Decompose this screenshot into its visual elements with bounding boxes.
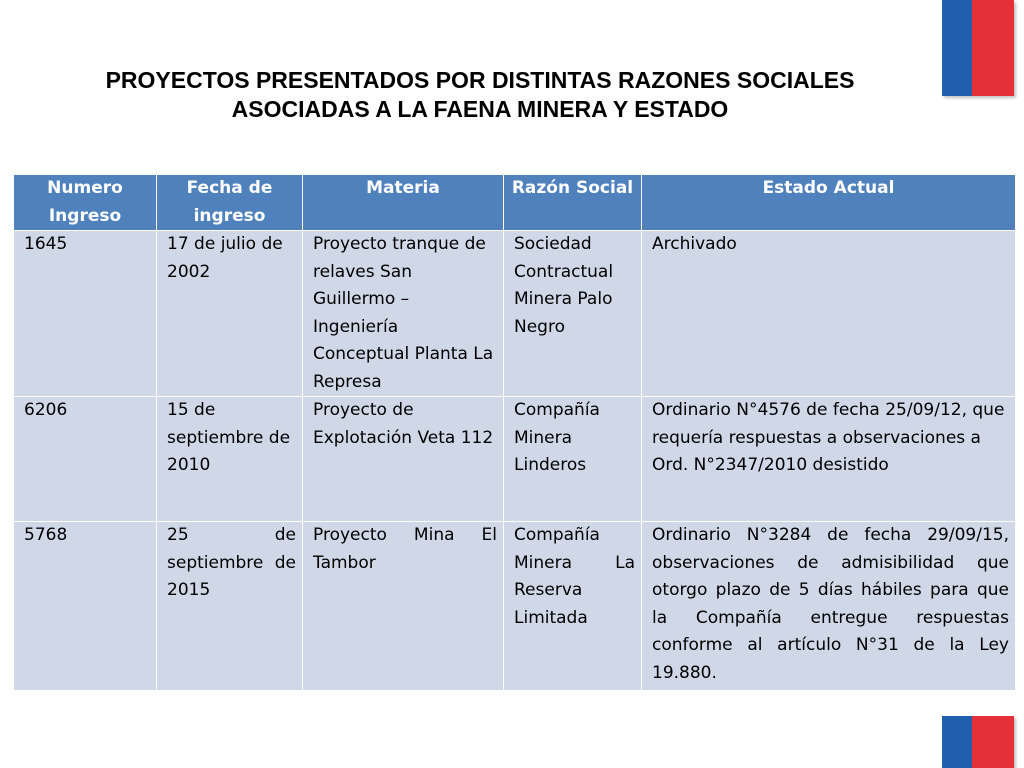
cell-razon-social: Sociedad Contractual Minera Palo Negro — [504, 231, 642, 397]
header-estado-actual: Estado Actual — [642, 175, 1016, 231]
projects-table — [13, 174, 1016, 691]
flag-blue-stripe — [942, 716, 972, 768]
flag-logo-bottom — [942, 716, 1014, 768]
flag-blue-stripe — [942, 0, 972, 96]
table-row — [14, 522, 1016, 691]
table-header-row — [14, 175, 1016, 231]
header-fecha-ingreso: Fecha de ingreso — [157, 175, 303, 231]
cell-razon-social: Compañía Minera La Reserva Limitada — [504, 522, 642, 691]
table-row — [14, 397, 1016, 522]
cell-numero: 1645 — [14, 231, 157, 397]
cell-materia: Proyecto Mina El Tambor — [303, 522, 504, 691]
cell-fecha: 17 de julio de 2002 — [157, 231, 303, 397]
flag-red-stripe — [972, 0, 1014, 96]
cell-materia: Proyecto de Explotación Veta 112 — [303, 397, 504, 522]
flag-red-stripe — [972, 716, 1014, 768]
header-razon-social: Razón Social — [504, 175, 642, 231]
header-numero-ingreso: Numero Ingreso — [14, 175, 157, 231]
cell-fecha: 15 de septiembre de 2010 — [157, 397, 303, 522]
title-line-1: PROYECTOS PRESENTADOS POR DISTINTAS RAZONES SOCIALES — [105, 67, 855, 93]
cell-materia: Proyecto tranque de relaves San Guillermo – Ingeniería Conceptual Planta La Represa — [303, 231, 504, 397]
cell-numero: 5768 — [14, 522, 157, 691]
flag-logo-top — [942, 0, 1014, 96]
cell-fecha: 25 de septiembre de 2015 — [157, 522, 303, 691]
cell-estado: Archivado — [642, 231, 1016, 397]
table-row — [14, 231, 1016, 397]
cell-estado: Ordinario N°4576 de fecha 25/09/12, que requería respuestas a observaciones a Ord. N°2347/2010 desistido — [642, 397, 1016, 522]
cell-razon-social: Compañía Minera Linderos — [504, 397, 642, 522]
cell-estado: Ordinario N°3284 de fecha 29/09/15, observaciones de admisibilidad que otorgo plazo de 5 días hábiles para que la Compañía entregue respuestas conforme al artículo N°31 de la Ley 19.880. — [642, 522, 1016, 691]
page-title — [40, 66, 920, 124]
header-materia: Materia — [303, 175, 504, 231]
title-line-2: ASOCIADAS A LA FAENA MINERA Y ESTADO — [231, 96, 729, 122]
cell-numero: 6206 — [14, 397, 157, 522]
